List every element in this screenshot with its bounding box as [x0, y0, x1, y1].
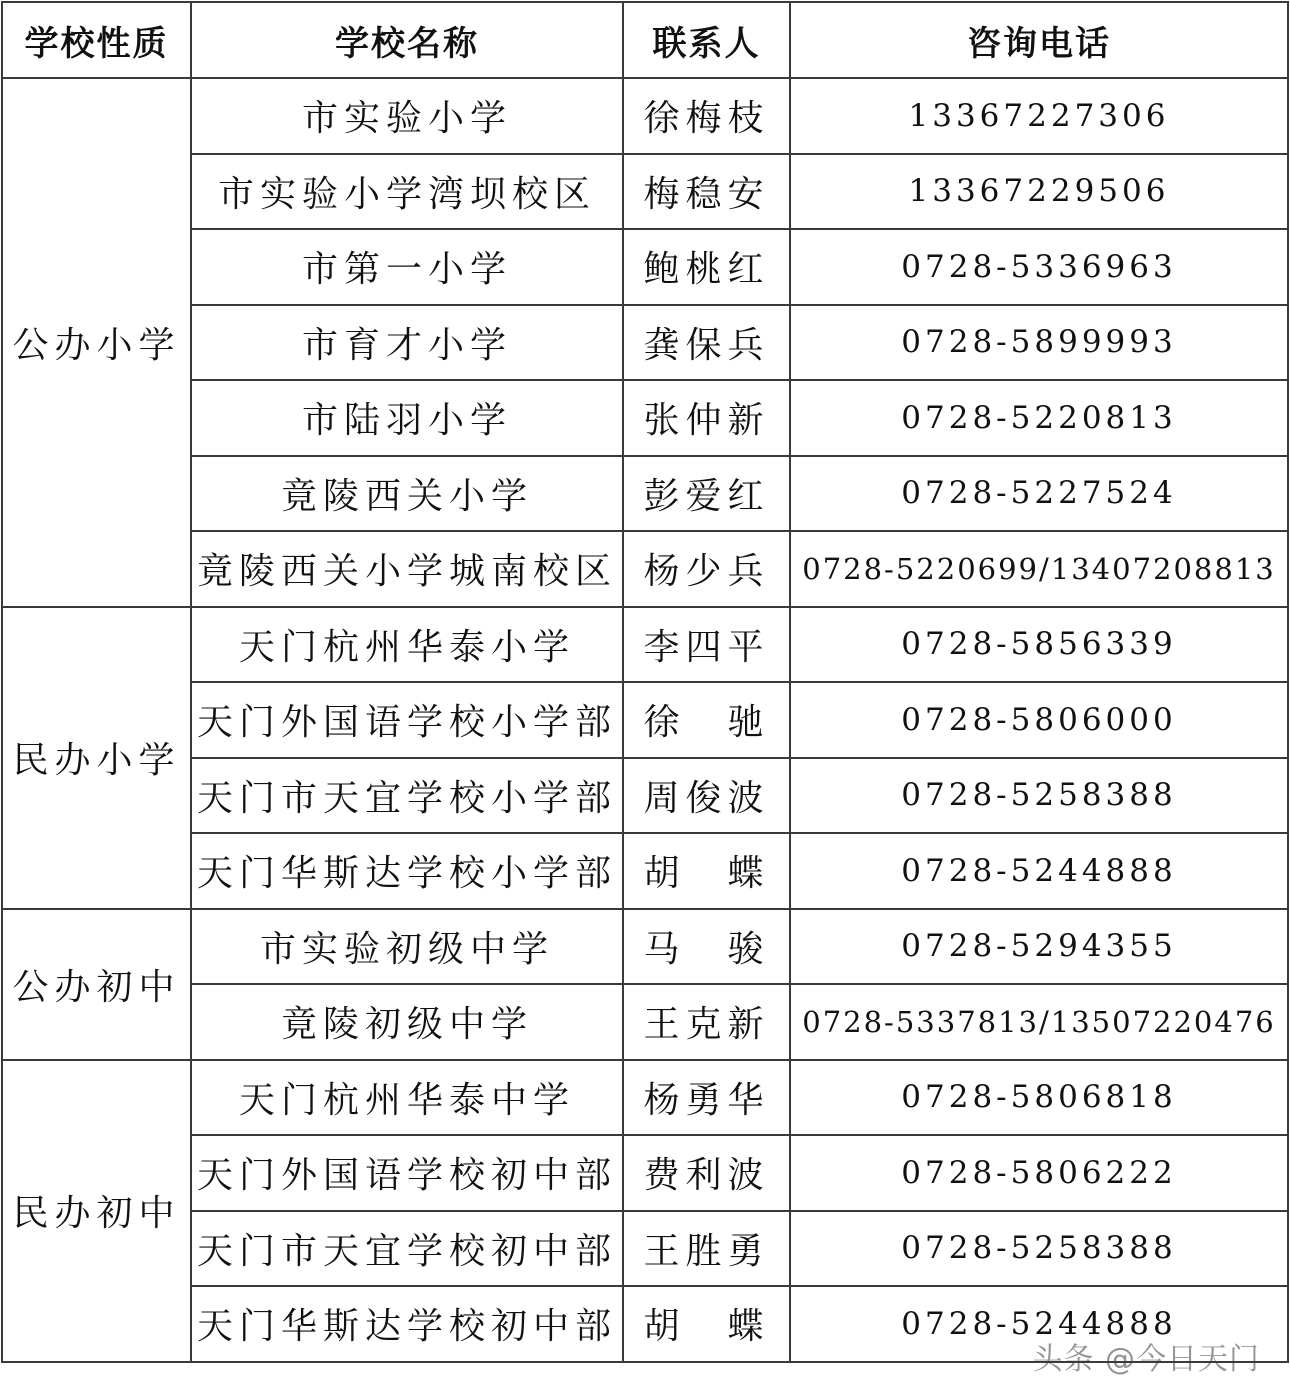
table-row: [2, 229, 1288, 305]
table-row: [2, 984, 1288, 1060]
school-name-cell: 竟陵西关小学: [191, 456, 623, 532]
school-name-cell: 天门杭州华泰小学: [191, 607, 623, 683]
school-name-cell: 市陆羽小学: [191, 380, 623, 456]
table-row: [2, 531, 1288, 607]
contact-cell: 杨少兵: [623, 531, 790, 607]
table-row: [2, 909, 1288, 985]
school-name-cell: 天门市天宜学校初中部: [191, 1211, 623, 1287]
school-name-cell: 市实验小学: [191, 78, 623, 154]
school-type-cell: 民办初中: [2, 1060, 191, 1362]
school-name-cell: 天门杭州华泰中学: [191, 1060, 623, 1136]
contact-cell: 杨勇华: [623, 1060, 790, 1136]
table-row: [2, 305, 1288, 381]
contact-cell: 龚保兵: [623, 305, 790, 381]
table-row: [2, 1060, 1288, 1136]
phone-cell: 0728-5899993: [790, 305, 1288, 381]
phone-cell: 13367227306: [790, 78, 1288, 154]
phone-cell: 0728-5258388: [790, 758, 1288, 834]
phone-cell: 0728-5806000: [790, 682, 1288, 758]
table-row: [2, 1286, 1288, 1362]
phone-cell: 0728-5220813: [790, 380, 1288, 456]
school-name-cell: 天门外国语学校初中部: [191, 1135, 623, 1211]
phone-cell: 0728-5258388: [790, 1211, 1288, 1287]
school-name-cell: 市育才小学: [191, 305, 623, 381]
school-name-cell: 市第一小学: [191, 229, 623, 305]
phone-cell: 0728-5806222: [790, 1135, 1288, 1211]
contact-cell: 王胜勇: [623, 1211, 790, 1287]
school-name-cell: 天门外国语学校小学部: [191, 682, 623, 758]
table-row: [2, 456, 1288, 532]
contact-cell: 费利波: [623, 1135, 790, 1211]
contact-cell: 徐 驰: [623, 682, 790, 758]
phone-cell: 0728-5244888: [790, 833, 1288, 909]
contact-cell: 彭爱红: [623, 456, 790, 532]
table-row: [2, 758, 1288, 834]
table-row: [2, 1135, 1288, 1211]
contact-cell: 王克新: [623, 984, 790, 1060]
phone-cell: 0728-5337813/13507220476: [790, 984, 1288, 1060]
school-type-cell: 公办小学: [2, 78, 191, 607]
header-contact-person: 联系人: [623, 2, 790, 78]
table-row: [2, 380, 1288, 456]
header-phone: 咨询电话: [790, 2, 1288, 78]
school-name-cell: 天门市天宜学校小学部: [191, 758, 623, 834]
contact-cell: 马 骏: [623, 909, 790, 985]
contact-cell: 鲍桃红: [623, 229, 790, 305]
table-row: [2, 682, 1288, 758]
phone-cell: 13367229506: [790, 154, 1288, 230]
phone-cell: 0728-5220699/13407208813: [790, 531, 1288, 607]
header-school-name: 学校名称: [191, 2, 623, 78]
table-row: [2, 154, 1288, 230]
phone-cell: 0728-5806818: [790, 1060, 1288, 1136]
header-school-type: 学校性质: [2, 2, 191, 78]
school-name-cell: 竟陵初级中学: [191, 984, 623, 1060]
table-header-row: [2, 2, 1288, 78]
phone-cell: 0728-5244888: [790, 1286, 1288, 1362]
contact-cell: 徐梅枝: [623, 78, 790, 154]
contact-cell: 梅稳安: [623, 154, 790, 230]
watermark-text: 头条 @今日天门: [1032, 1342, 1260, 1377]
school-name-cell: 竟陵西关小学城南校区: [191, 531, 623, 607]
school-type-cell: 公办初中: [2, 909, 191, 1060]
contact-cell: 李四平: [623, 607, 790, 683]
contact-cell: 周俊波: [623, 758, 790, 834]
table-row: [2, 833, 1288, 909]
contact-cell: 胡 蝶: [623, 1286, 790, 1362]
table-row: [2, 78, 1288, 154]
phone-cell: 0728-5227524: [790, 456, 1288, 532]
contact-cell: 胡 蝶: [623, 833, 790, 909]
phone-cell: 0728-5336963: [790, 229, 1288, 305]
table-row: [2, 1211, 1288, 1287]
phone-cell: 0728-5294355: [790, 909, 1288, 985]
contact-cell: 张仲新: [623, 380, 790, 456]
phone-cell: 0728-5856339: [790, 607, 1288, 683]
school-name-cell: 市实验小学湾坝校区: [191, 154, 623, 230]
school-contact-table: [1, 1, 1289, 1363]
school-name-cell: 天门华斯达学校初中部: [191, 1286, 623, 1362]
school-name-cell: 天门华斯达学校小学部: [191, 833, 623, 909]
school-name-cell: 市实验初级中学: [191, 909, 623, 985]
table-row: [2, 607, 1288, 683]
school-type-cell: 民办小学: [2, 607, 191, 909]
